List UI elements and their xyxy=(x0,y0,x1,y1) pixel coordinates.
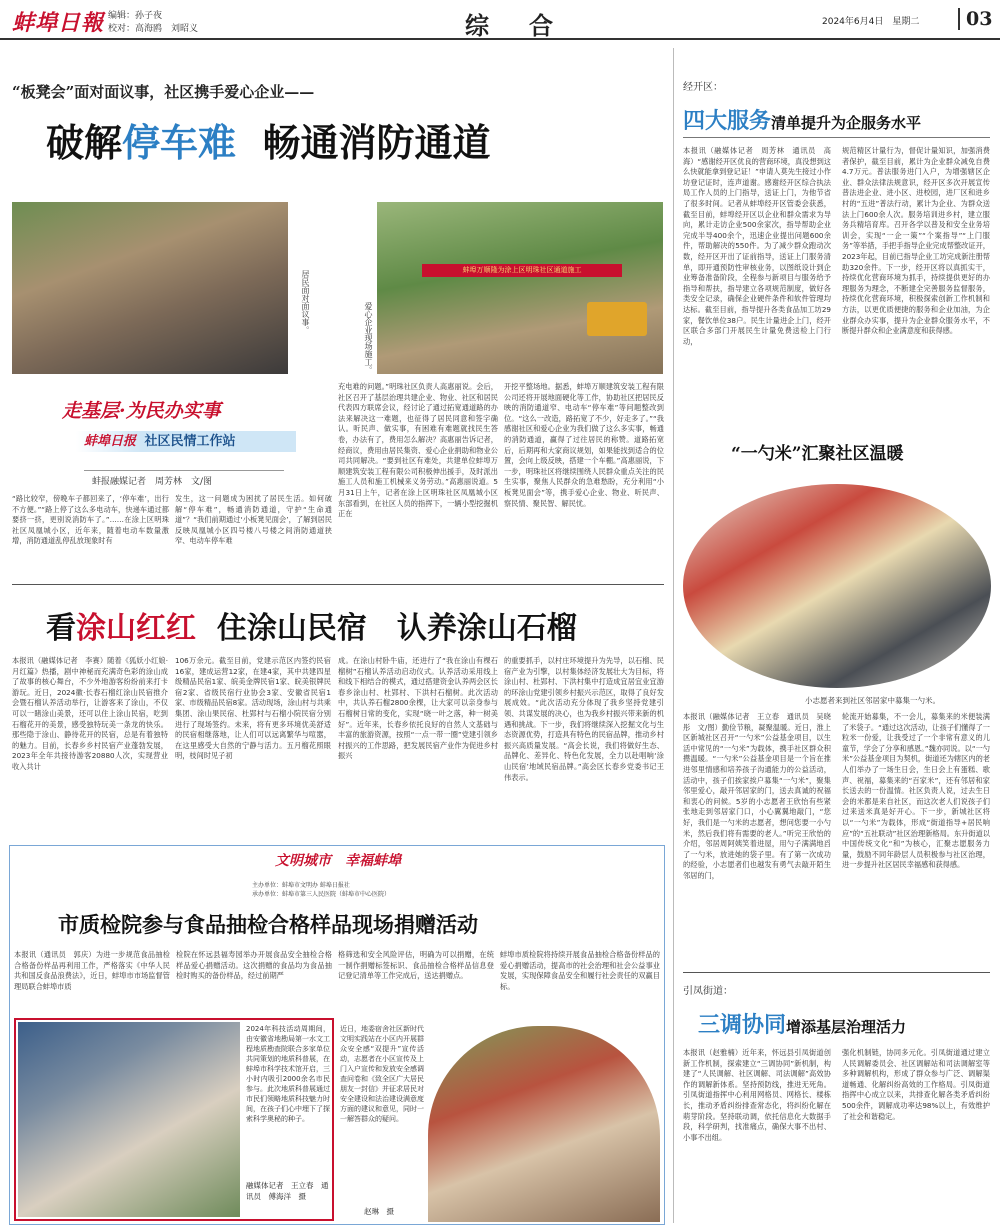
right3-section-label: 引凤街道： xyxy=(683,986,733,997)
right1-col-b: 规范精区计量行为，督促计量知识，加强消费者保护，截至目前，累计为企业群众减免自费4.7万元。普法服务进门入户，为增强辖区企业、群众法律法规意识，经开区多次开展宣传普法进企业、进小区、进校园，进厂区和进乡村的“五进”普法行动，累计为企业、为群众送法上门600余人次。服务培训进乡村，建立服务兵精培育库。召开各学以普及和安全业务培训会，实现“一企一策”“个案指导”“上门服务”等举措，手把手指导企业完成帮整改证开，2023年起，目前已指导企业工坊完成新注册帮助320余件。下一步，经开区将以真抓实干，持续优化营商环境为抓手，持续提供更好的办理服务为理念，不断建全完善服务监督服务，持续优化营商环境，积极探索创新工作机制和方法，以更优质便捷的服务和企业加油，为企业群众办实事，提升为企业群众服务水平，不断提升群众和企业满意度和获得感。 xyxy=(842,146,990,336)
story3-banner-host: 主办单位：蚌埠市文明办 蚌埠日报社 xyxy=(252,882,350,889)
story2-headline-a: 看 xyxy=(46,611,76,646)
story3-col-b: 检院在怀远县福寿园举办开展食品安全抽检合格样品爱心捐赠活动。这次捐赠的食品均为食品抽检时购买的备份样品，经过前期严 xyxy=(176,950,332,981)
story3-photo-science xyxy=(18,1022,240,1217)
story-divider-1 xyxy=(12,584,664,585)
story1-col-b: 发生，这一问题成为困扰了居民生活。如何破解“停车难”，畅通消防通道，守护“生命通道”？“我们前期通过‘小板凳见面会’，了解到居民反映凤凰城小区四号楼八号楼之间消防通道狭窄、电动车停车难 xyxy=(175,494,332,546)
story3-photo1-byline: 融媒体记者 王立春 通讯员 傅海洋 摄 xyxy=(246,1181,329,1201)
section-title: 综 合 xyxy=(465,11,561,40)
right3-headline-a: 三调协同 xyxy=(698,1012,787,1038)
story1-column-sub xyxy=(76,431,296,452)
right3-col-a: 本报讯（赵雅楠）近年来，怀远县引凤街道创新工作机制，探索建立“三调协同”新机制，构建了“人民调解、社区调解、司法调解”高效协作的调解新体系。坚持预防线，推进无死角。引凤街道指挥中心利用网格员、网格长、楼栋长，推动矛盾纠纷排查常态化，将纠纷化解在萌芽阶段。坚持联动调，依托信息化大数据手段，科学研判，找准痛点，确保大事不出村、小事不出组。 xyxy=(683,1048,831,1142)
story2-col-b: 106万余元。截至目前，党建示范区内签约民宿16家，建成运营12家，在建4家，其中共建四星级精品民宿1家、皖美金牌民宿1家、皖美银牌民宿2家、省级民宿行业协会3家、安徽省民宿1家、市级精品民宿8家。活动现场，涂山村与共乘集团、涂山果民宿、杜郢村与石榴小院民宿分别进行了现场签约。未来，将有更多环境优美舒适的民宿相继落地，让人们可以远离繁华与喧嚣，在这里感受大自然的宁静与活力。五月榴花照眼明，枝间时见子初 xyxy=(175,656,331,761)
story1-headline-a: 破解 xyxy=(46,120,123,165)
issue-date: 2024年6月4日 星期二 xyxy=(822,17,920,27)
story1-caption2: 爱心企业现场施工。 xyxy=(364,302,373,374)
right3-headline xyxy=(698,1008,906,1039)
right1-section-label: 经开区： xyxy=(683,82,723,93)
story1-headline-b: 停车难 xyxy=(122,120,237,165)
story1-column-title: 走基层·为民办实事 xyxy=(62,400,221,422)
right1-rule xyxy=(683,137,990,138)
excavator xyxy=(587,302,647,336)
column-divider xyxy=(673,48,674,1223)
right1-headline-b: 清单提升为企服务水平 xyxy=(771,114,922,132)
right3-col-b: 强化机制链，协同多元化。引凤街道通过建立人民调解委员会、社区调解站和司法调解室等多种调解机构，形成了群众参与广泛、调解渠道畅通、化解纠纷高效的工作格局。引凤街道指挥中心成立以来，共排查化解各类矛盾纠纷500余件，调解成功率达98%以上，有效维护了社会和谐稳定。 xyxy=(842,1048,990,1121)
story1-headline-c: 畅通消防通道 xyxy=(262,120,491,165)
right2-photo-rice xyxy=(683,484,991,688)
story2-col-c: 成。在涂山村卧牛庙，还进行了“我在涂山有棵石榴树”石榴认养活动启动仪式。认养活动采用线上和线下相结合的模式，通过搭建资金认养两会区长春乡涂山村、杜郢村、下洪村石榴树。此次活动中，共认养石榴2800余棵，让大家可以亲身参与石榴树日常的变化，实现“晓一叶之落，种一树美好”。近年来，长春乡依托良好的自然人文基础与丰富的旅游资源，按照“一点一带一圈”党建引领乡村振兴的工作思路，把发展民宿产业作为促进乡村振兴 xyxy=(338,656,498,761)
story1-col-d: 开挖平整场地。据悉，蚌埠万顺建筑安装工程有限公司还将开展地面硬化等工作，协助社区把居民反映的消防通道窄、电动车“停车难”等问题整改到位。“这么一改造，路拓宽了不少，好走多了。”“我感谢社区和爱心企业为我们做了这么多实事，畅通的消防通道，赢得了过往居民的称赞。道路拓宽后，后期再和大家商议规划，如果能找到适合的位置，会向上级反映，搭建一个车棚。”高惠丽说，下一步，明珠社区将继续围绕人民群众重点关注的民生实事，聚焦人民群众的急难愁盼，充分利用“小板凳见面会”等，携手爱心企业、物业、听民声、察民情、聚民智、解民忧。 xyxy=(504,382,664,508)
story2-headline-c: 住涂山民宿 认养涂山石榴 xyxy=(216,611,577,646)
story2-headline-b: 涂山红红 xyxy=(76,611,196,646)
story1-photo-meeting xyxy=(12,202,288,374)
story3-col-a: 本报讯（通讯员 郭庆）为进一步规范食品抽检合格备份样品再利用工作，严格落实《中华人民共和国反食品浪费法》，近日，蚌埠市市场监督管理局联合蚌埠市质 xyxy=(14,950,170,991)
story2-col-d: 的重要抓手，以村庄环境提升为先导，以石榴、民宿产业为引擎，以村集体经济发展壮大为目标，将涂山村、杜郢村、下洪村集中打造成宜居宜业宜游的环涂山党建引领乡村振兴示范区，取得了良好发展成效。“此次活动充分体现了我乡坚持党建引领、共谋发展的决心，也为我乡村振兴带来新的机遇和挑战。下一步，我们将继续深入挖掘文化与生态资源优势，打造具有特色的民宿品牌，推动乡村振兴高质量发展。“高会长说，我们将做好生态、品牌化、差异化、特色化发展，全力以赴唱响‘涂山民宿’地域民宿品牌。”高会区长春乡党委书记王伟表示。 xyxy=(504,656,664,782)
story1-byline: 蚌报融媒记者 周芳林 文/图 xyxy=(92,477,213,487)
proofreader-credit: 校对：高海鸥 刘昭义 xyxy=(108,24,199,34)
story3-col-c: 格筛选和安全风险评估，明确为可以捐赠，在统一制作捐赠标签标识、食品抽检合格样品信息登记登记清单等工作完成后，送达捐赠点。 xyxy=(338,950,494,981)
right1-headline xyxy=(683,104,921,135)
story1-column-sub-text: 社区民情工作站 xyxy=(144,434,236,449)
story1-column-sub-brand: 蚌埠日报 xyxy=(84,434,137,449)
right2-caption: 小志愿者来到社区邻居家中募集一勺米。 xyxy=(805,696,940,705)
story2-headline xyxy=(46,603,577,647)
construction-banner: 蚌埠万顺隆为涂上区明珠社区通道施工 xyxy=(422,264,622,277)
story3-col-d: 蚌埠市质检院将持续开展食品抽检合格备份样品的爱心捐赠活动，提高市的社会治理和社会公益事业发展，实现保障食品安全和履行社会责任的双赢目标。 xyxy=(500,950,660,991)
right2-headline: “一勺米”汇聚社区温暖 xyxy=(731,444,904,464)
editor-credit: 编辑：孙子夜 xyxy=(108,11,163,21)
right2-col-a: 本报讯（融媒体记者 王立春 通讯员 吴晓彤 文/图）勤俭节粮，凝聚温暖。近日，淮上区新城社区召开“一勺米”公益基金项目，以生活中常见的“一勺米”为载体，携手社区群众积攒温暖。“一勺米”公益基金项目是一个旨在推进邻里情感和培养孩子沟通能力的公益活动，活动中，孩子们挨家挨户募集“一勺米”，聚集邻里爱心，敲开邻居家的门，送去真诚的祝福和衷心的问候。5岁的小志愿者王欣怡有些紧张地走到邻居家门口，小心翼翼地敲门，“您好，我们是一勺米的志愿者，想问您要一小勺米，然后我们将有需要的老人。”听完王欣怡的介绍，邻居周阿姨笑着进屋，用勺子满满地舀了一勺米，放进她的袋子里。有了第一次成功的经验，小志愿者们也越发有勇气去敲开陌生邻居的门， xyxy=(683,712,831,880)
right3-headline-b: 增添基层治理活力 xyxy=(786,1018,907,1036)
page-number: 03 xyxy=(958,8,992,30)
story1-col-c: 充电难的问题。”明珠社区负责人高惠丽说。会后，社区召开了基层治理共建企业、物业、社区和居民代表四方联席会议，经讨论了通过拓宽通道路的办法来解决这一难题，也征得了居民同意和签字确认。听民声、做实事，有困难有难题就找民生答卷，办法有了，费用怎么解决？高惠丽告诉记者，经商议，费用由居民集资、爱心企业捐助和物业公司共同解决。“要到社区有难处，共建单位蚌埠万顺建筑安装工程有限公司积极伸出援手，及时派出施工人员和施工机械来义务劳动。”高惠丽说道。5月31日上午，记者在涂上区明珠社区凤凰城小区东部看到，在社区人员的指挥下，一辆小型挖掘机正在 xyxy=(338,382,498,519)
story3-photo1-caption: 2024年科技活动周期间，由安徽省地勘局第一水文工程地质勘查院联合多家单位共同策划的地质科普展，在蚌埠市科学技术馆开启，三小时内吸引2000余名市民参与。此次地质科普展通过市民们领略地质科技魅力时间，在孩子们心中埋下了探索科学奥秘的种子。 xyxy=(246,1025,330,1123)
byline-rule xyxy=(84,470,284,471)
story1-col-a: “路比较窄，傍晚车子都回来了，‘停车难’，出行不方便。”“路上停了这么多电动车，快递车通过都要挤一挤，更别说消防车了。”……在涂上区明珠社区凤凰城小区，近年来，随着电动车数量激增，消防通道乱停乱放现象时有 xyxy=(12,494,169,546)
story3-photo2-byline: 赵琳 摄 xyxy=(364,1207,394,1216)
story1-headline xyxy=(46,112,491,167)
right2-col-b: 轮流开始募集，不一会儿，募集来的米便装满了米袋子。“通过这次活动，让孩子们懂得了一粒米一份爱，让我受过了一个非常有意义的儿童节，学会了分享和感恩。”魏亦同说。以“一勺米”公益基金项目为契机，街道还为辖区内的老人们举办了一场生日会，生日会上有蛋糕、歌声、祝福，募集来的“百家米”，还有邻居和家长送去的一份温情。社区负责人说，过去生日会的米都是来自社区，而这次老人们说孩子们过来送米真是好开心。下一步，新城社区将以“一勺米”为载体，形成“街道指导+居民响应”的“五社联动”社区治理新格局。东升街道以中国传统文化“和”为核心，汇聚志愿服务力量，鼓励不同年龄层人员积极参与社区治理，进一步提升社区居民幸福感和获得感。 xyxy=(842,712,990,870)
story2-col-a: 本报讯（融媒体记者 李赛）随着《狐妖小红娘·月红篇》热播，剧中神秘而充满奇色彩的涂山成了故事的核心舞台，不少外地游客纷纷前来打卡游玩。近日，2024徽·长春石榴红涂山民宿推介会暨石榴认养活动举行，让游客来了涂山，不仅可以一睹涂山美景，还可以住上涂山民宿，吃到石榴花开的美景，感受独特玩美一条龙的快乐。那些隐于涂山、静待花开的民宿，总是有着独特的魅力。目前，长春乡乡村民宿产业蓬勃发展，2023年全年共接待游客20880人次，实现营业收入共计 xyxy=(12,656,168,771)
story3-photo2-caption: 近日，地委宿舍社区新时代文明实践站在小区内开展群众安全感“双提升”宣传活动，志愿者在小区宣传及上门入户宣传和发放安全感调查问卷和《致全区广大居民朋友一封信》并征求居民对安全建设和法治建设满意度方面的建议和意见，同时一一解答群众的疑问。 xyxy=(340,1025,424,1123)
masthead-bar xyxy=(0,0,1000,40)
story1-photo-construction xyxy=(377,202,663,374)
story3-banner-co: 承办单位：蚌埠市第三人民医院（蚌埠市中心医院） xyxy=(252,891,391,898)
masthead-logo: 蚌埠日報 xyxy=(12,10,105,36)
right1-headline-a: 四大服务 xyxy=(683,108,772,134)
story1-kicker: “板凳会”面对面议事，社区携手爱心企业—— xyxy=(12,83,315,101)
story3-banner-title: 文明城市 幸福蚌埠 xyxy=(275,853,401,869)
story3-banner xyxy=(252,850,424,908)
story3-headline: 市质检院参与食品抽检合格样品现场捐赠活动 xyxy=(58,912,478,937)
right-divider xyxy=(683,972,990,973)
story3-photo-volunteers xyxy=(428,1026,660,1222)
story1-caption1: 居民面对面议事。 xyxy=(301,270,310,334)
right1-col-a: 本报讯（融媒体记者 周芳林 通讯员 高海）“感谢经开区优良的营商环境，真没想到这么快就能拿到登记证！”申请人莫先生接过小作坊登记证时，连声道谢。感谢经开区综合执法局工作人员的上门指导，送证上门，为他节省了很多时间。记者从蚌埠经开区管委会获悉，截至目前，蚌埠经开区以企业和群众需求为导向，累计走访企业500余家次，指导帮助企业完成半导400余个，迅速企业提出问题600余件，帮助解决的550件。为了减少群众跑动次数，经开区开出了证前指导，送证上门服务清单，即开通预防性审核业务，以图纸设计到企业筹备准备阶段，全程参与新项目与服务给予指导和帮扶，指导建立各项规范制度，做好各类安全记录，确保企业硬件条件和软件管理均达标。截至目前，指导提升各类食品加工坊29家，餐饮单位38户。民生计量进企上门，经开区联合多部门开展民生计量免费送检上门行动， xyxy=(683,146,831,346)
